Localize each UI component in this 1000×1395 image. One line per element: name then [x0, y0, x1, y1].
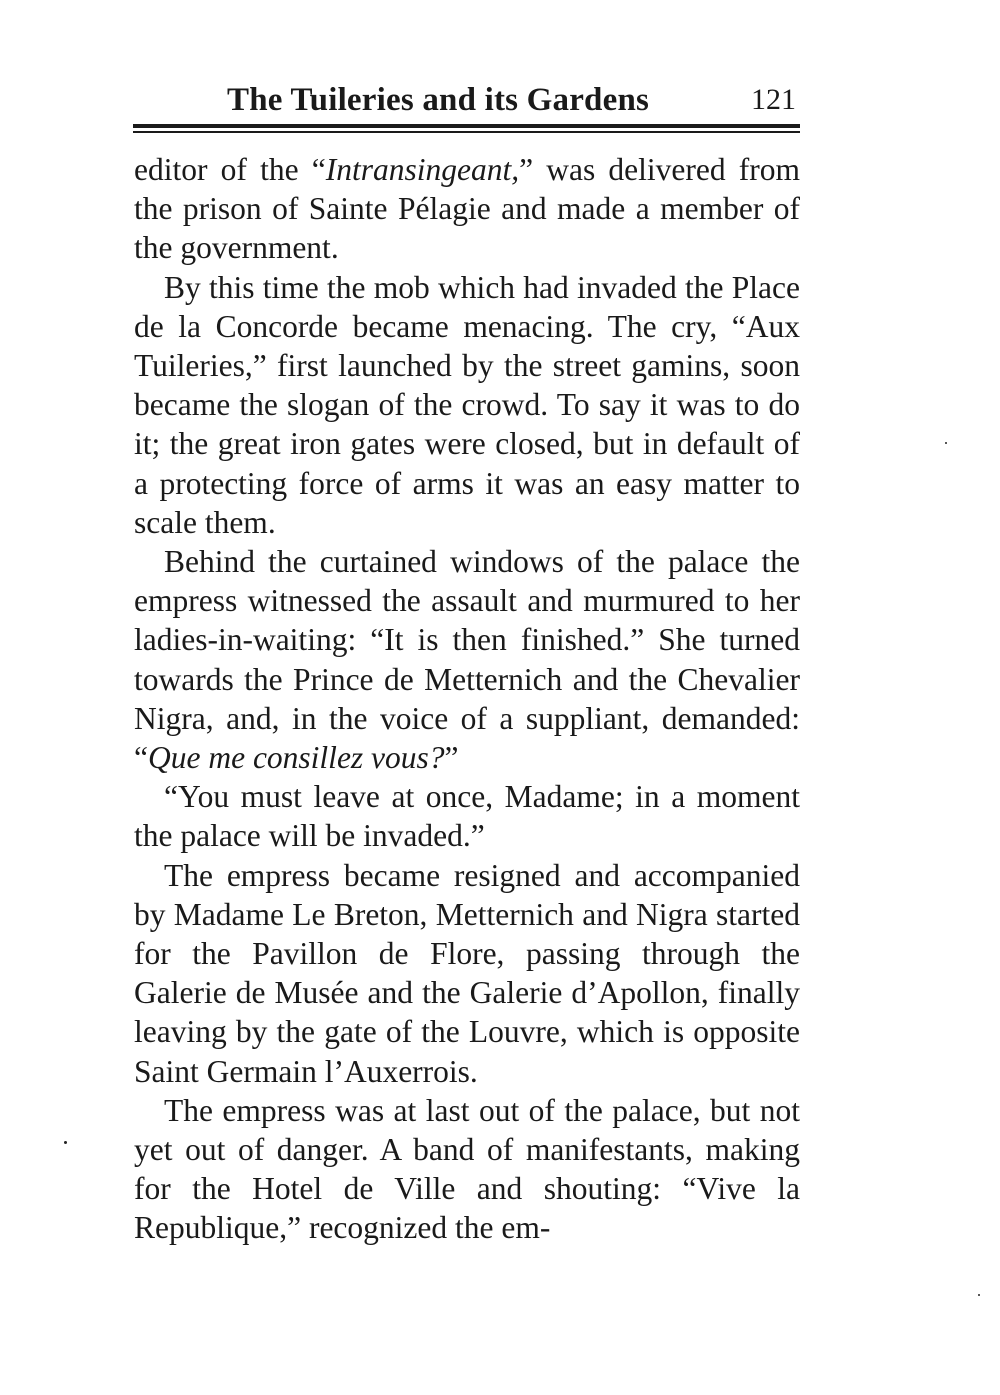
text-run: “You must leave at once, Madame; in a moment the palace will be invaded.” [134, 779, 800, 854]
header-rule-thin [133, 131, 800, 133]
page-number: 121 [751, 83, 796, 116]
text-run: ” [444, 740, 459, 776]
text-run: editor of the “ [134, 152, 326, 187]
paragraph [134, 542, 800, 777]
body-text [134, 150, 800, 1248]
text-run: By this time the mob which had invaded the Place de la Concorde became menacing. The cry, “Aux Tuileries,” first launched by the street gamins, soon became the slogan of the crowd. To say it was to do it; the great iron gates were closed, but in default of a protecting force of arms it was an easy matter to scale them. [134, 269, 800, 540]
text-run: ” was delivered from the prison of Sainte Pélagie and made a member of the government. [134, 152, 800, 266]
paragraph [134, 150, 800, 268]
scan-speck [945, 442, 947, 444]
running-title: The Tuileries and its Gardens [227, 82, 650, 118]
scan-speck [64, 1141, 67, 1144]
header-rule-thick [133, 124, 800, 128]
paragraph [134, 268, 800, 542]
paragraph [134, 856, 800, 1091]
text-run: Behind the curtained windows of the palace the empress witnessed the assault and murmured to her ladies-in-waiting: “It is then finished.” She turned towards the Prince de Metternich and the Chevalier Nigra, and, in the voice of a suppliant, demanded: “ [134, 544, 800, 776]
italic-text: Intransingeant, [325, 152, 520, 187]
paragraph [134, 1091, 800, 1248]
text-run: The empress was at last out of the palace, but not yet out of danger. A band of manifestants, making for the Hotel de Ville and shouting: “Vive la Republique,” recognized the em- [134, 1092, 800, 1246]
running-header [135, 78, 800, 122]
paragraph [134, 777, 800, 855]
italic-text: Que me consillez vous? [147, 740, 445, 776]
scan-speck [978, 1294, 980, 1296]
text-run: The empress became resigned and accompanied by Madame Le Breton, Metternich and Nigra started for the Pavillon de Flore, passing through the Galerie de Musée and the Galerie d’Apollon, finally leaving by the gate of the Louvre, which is opposite Saint Germain l’Auxerrois. [134, 857, 800, 1089]
